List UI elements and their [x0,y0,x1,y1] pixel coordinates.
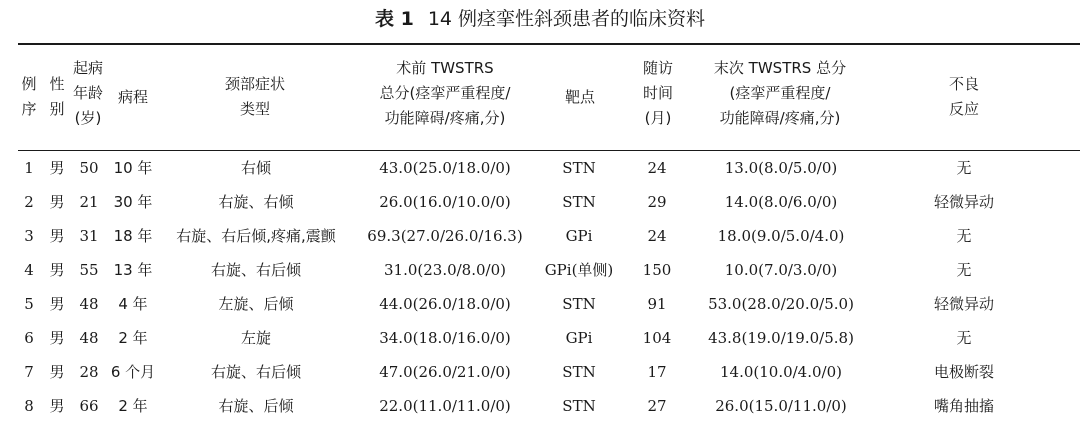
cell-followup: 27 [647,397,667,415]
cell-post-twstrs: 53.0(28.0/20.0/5.0) [708,295,854,313]
cell-target: GPi [565,227,593,245]
table-title [0,6,1080,32]
header-post-twstrs: 末次 TWSTRS 总分 (痉挛严重程度/ 功能障碍/疼痛,分) [713,59,847,127]
cell-target: STN [562,363,596,381]
cell-age: 66 [79,397,99,415]
cell-index: 4 [24,261,34,279]
cell-course: 30 年 [113,193,153,211]
cell-post-twstrs: 43.8(19.0/19.0/5.8) [708,329,854,347]
cell-course: 2 年 [118,397,148,415]
cell-followup: 29 [647,193,667,211]
cell-index: 5 [24,295,34,313]
table-row [0,321,1080,355]
cell-course: 10 年 [113,159,153,177]
cell-adverse: 轻微异动 [933,193,994,211]
cell-symptom: 右旋、右后倾 [210,363,301,381]
cell-index: 2 [24,193,34,211]
cell-target: STN [562,295,596,313]
cell-target: GPi(单侧) [544,261,614,279]
cell-symptom: 右倾 [240,159,271,177]
cell-sex: 男 [49,159,65,177]
cell-sex: 男 [49,295,65,313]
cell-course: 2 年 [118,329,148,347]
header-adverse: 不良 反应 [948,75,979,118]
cell-followup: 104 [642,329,672,347]
cell-post-twstrs: 14.0(8.0/6.0/0) [724,193,838,211]
cell-sex: 男 [49,193,65,211]
cell-symptom: 右旋、右后倾 [210,261,301,279]
cell-post-twstrs: 14.0(10.0/4.0/0) [719,363,842,381]
cell-pre-twstrs: 34.0(18.0/16.0/0) [379,329,511,347]
header-followup: 随访 时间 (月) [642,59,673,127]
cell-pre-twstrs: 43.0(25.0/18.0/0) [379,159,511,177]
cell-pre-twstrs: 44.0(26.0/18.0/0) [379,295,511,313]
header-index: 例 序 [21,75,37,118]
cell-symptom: 左旋、后倾 [218,295,294,313]
cell-followup: 150 [642,261,672,279]
cell-pre-twstrs: 47.0(26.0/21.0/0) [379,363,511,381]
cell-symptom: 右旋、右倾 [218,193,294,211]
cell-adverse: 无 [956,261,972,279]
cell-pre-twstrs: 69.3(27.0/26.0/16.3) [367,227,523,245]
cell-sex: 男 [49,227,65,245]
table-caption: 14 例痉挛性斜颈患者的临床资料 [427,8,706,30]
cell-adverse: 无 [956,159,972,177]
table-row [0,253,1080,287]
cell-symptom: 左旋 [240,329,271,347]
cell-course: 6 个月 [110,363,156,381]
cell-adverse: 轻微异动 [933,295,994,313]
table-row [0,185,1080,219]
cell-post-twstrs: 13.0(8.0/5.0/0) [724,159,838,177]
cell-age: 55 [79,261,99,279]
cell-sex: 男 [49,329,65,347]
cell-index: 1 [24,159,34,177]
header-course: 病程 [117,87,148,106]
cell-post-twstrs: 10.0(7.0/3.0/0) [724,261,838,279]
cell-target: STN [562,159,596,177]
top-rule [18,43,1080,45]
cell-sex: 男 [49,261,65,279]
cell-followup: 24 [647,227,667,245]
cell-symptom: 右旋、后倾 [218,397,294,415]
cell-post-twstrs: 26.0(15.0/11.0/0) [715,397,847,415]
cell-age: 48 [79,329,99,347]
cell-pre-twstrs: 31.0(23.0/8.0/0) [383,261,506,279]
cell-adverse: 无 [956,227,972,245]
table-row [0,219,1080,253]
cell-age: 28 [79,363,99,381]
cell-pre-twstrs: 22.0(11.0/11.0/0) [379,397,511,415]
table-row [0,287,1080,321]
header-sex: 性 别 [49,75,65,118]
cell-index: 7 [24,363,34,381]
header-pre-twstrs: 术前 TWSTRS 总分(痉挛严重程度/ 功能障碍/疼痛,分) [379,59,511,127]
cell-age: 48 [79,295,99,313]
cell-followup: 17 [647,363,667,381]
table-row [0,355,1080,389]
cell-course: 18 年 [113,227,153,245]
table-number: 表 1 [374,8,414,30]
cell-followup: 91 [647,295,667,313]
cell-target: STN [562,397,596,415]
cell-course: 13 年 [113,261,153,279]
cell-index: 8 [24,397,34,415]
cell-age: 31 [79,227,99,245]
cell-index: 6 [24,329,34,347]
table-row [0,389,1080,423]
cell-post-twstrs: 18.0(9.0/5.0/4.0) [717,227,845,245]
cell-adverse: 电极断裂 [933,363,994,381]
cell-sex: 男 [49,397,65,415]
cell-adverse: 无 [956,329,972,347]
cell-followup: 24 [647,159,667,177]
cell-course: 4 年 [118,295,148,313]
cell-sex: 男 [49,363,65,381]
header-symptom: 颈部症状 类型 [224,75,285,118]
cell-symptom: 右旋、右后倾,疼痛,震颤 [176,227,336,245]
cell-age: 21 [79,193,99,211]
cell-index: 3 [24,227,34,245]
cell-target: STN [562,193,596,211]
cell-adverse: 嘴角抽搐 [933,397,994,415]
cell-age: 50 [79,159,99,177]
header-age: 起病 年龄 (岁) [72,59,103,127]
table-row [0,151,1080,185]
cell-target: GPi [565,329,593,347]
header-target: 靶点 [564,87,595,106]
cell-pre-twstrs: 26.0(16.0/10.0/0) [379,193,511,211]
